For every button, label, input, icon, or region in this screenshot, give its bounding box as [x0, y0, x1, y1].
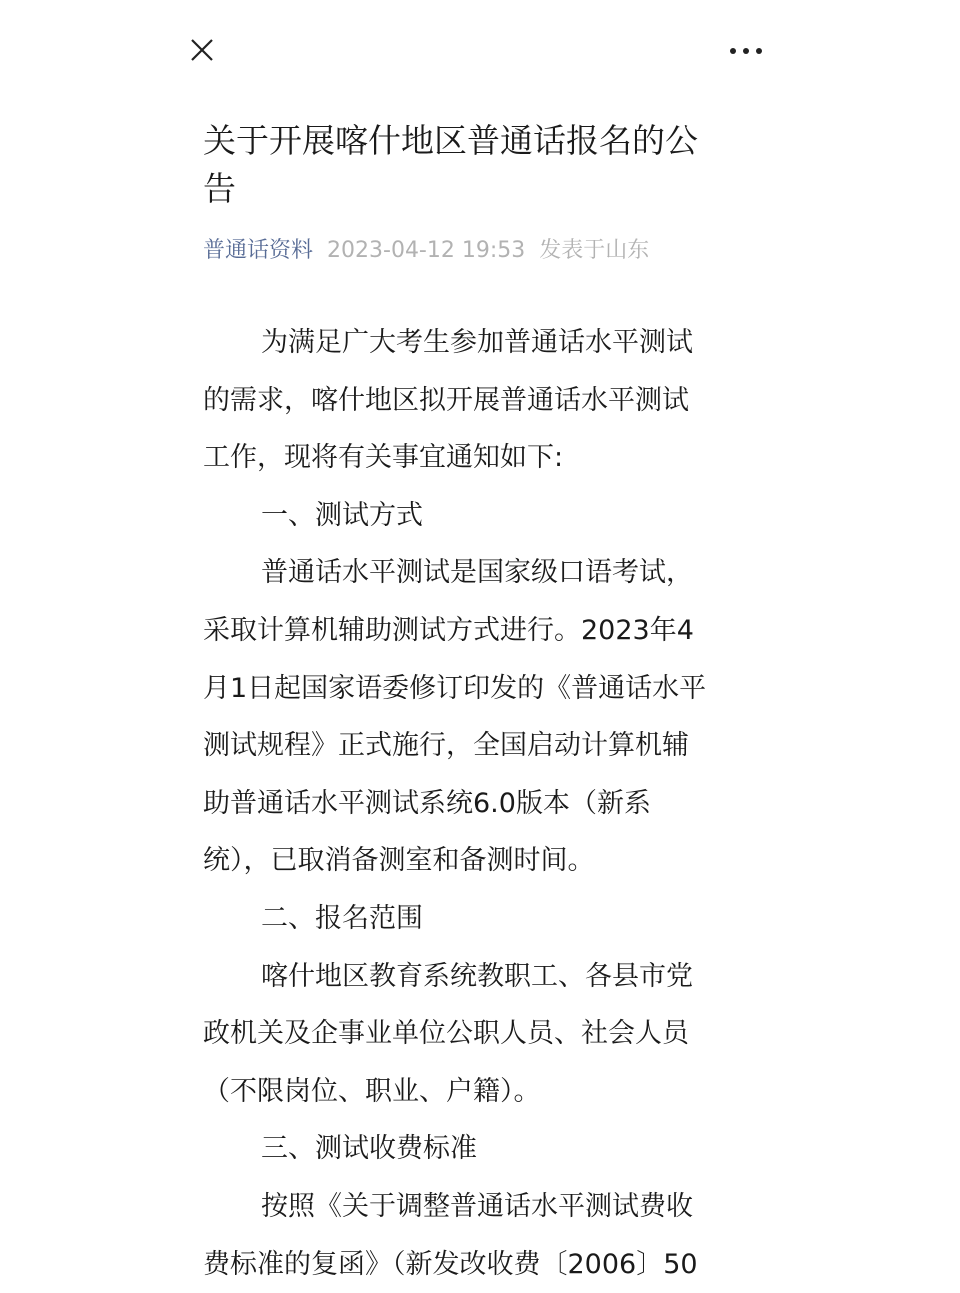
publish-date: 2023-04-12 19:53: [327, 238, 525, 263]
article-title: [203, 117, 763, 213]
body-line: 政机关及企事业单位公职人员、社会人员: [203, 1005, 783, 1063]
body-line: 费标准的复函》（新发改收费〔2006〕50: [203, 1236, 783, 1293]
body-line: （不限岗位、职业、户籍）。: [203, 1063, 783, 1121]
body-line: 按照《关于调整普通话水平测试费收: [203, 1178, 783, 1236]
more-options-button[interactable]: [728, 40, 764, 62]
title-line: 关于开展喀什地区普通话报名的公: [203, 117, 763, 165]
body-line: 喀什地区教育系统教职工、各县市党: [203, 948, 783, 1006]
close-icon: [188, 36, 218, 66]
body-line: 工作，现将有关事宜通知如下:: [203, 429, 783, 487]
close-button[interactable]: [188, 36, 218, 66]
body-line: 测试规程》正式施行，全国启动计算机辅: [203, 717, 783, 775]
body-line: 采取计算机辅助测试方式进行。2023年4: [203, 602, 783, 660]
author-link[interactable]: 普通话资料: [203, 238, 313, 263]
body-line: 普通话水平测试是国家级口语考试，: [203, 544, 783, 602]
body-line: 助普通话水平测试系统6.0版本（新系: [203, 775, 783, 833]
publish-location: 发表于山东: [539, 238, 649, 263]
body-line: 统），已取消备测室和备测时间。: [203, 832, 783, 890]
body-line: 的需求，喀什地区拟开展普通话水平测试: [203, 372, 783, 430]
article-meta: [203, 236, 649, 266]
body-line: 为满足广大考生参加普通话水平测试: [203, 314, 783, 372]
body-line: 二、报名范围: [203, 890, 783, 948]
body-line: 月1日起国家语委修订印发的《普通话水平: [203, 660, 783, 718]
title-line: 告: [203, 165, 763, 213]
body-line: 三、测试收费标准: [203, 1120, 783, 1178]
more-icon: [728, 40, 764, 62]
body-line: 一、测试方式: [203, 487, 783, 545]
article-body: [203, 314, 783, 1293]
